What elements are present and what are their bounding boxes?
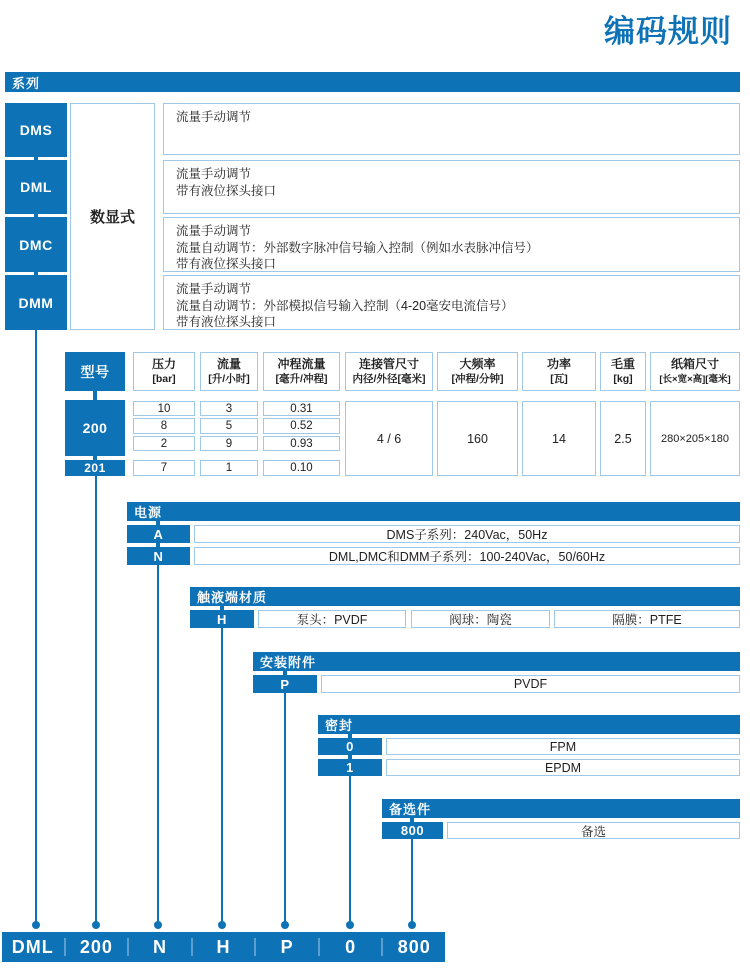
col-header-carton: [650, 352, 740, 391]
spec-cell-flow: 5: [200, 418, 258, 434]
code-bar-segment-seal: 0: [345, 936, 357, 957]
material-item-pump-head: 泵头：PVDF: [258, 610, 406, 628]
series-code-dmm: DMM: [5, 275, 67, 330]
material-item-diaphragm: 隔膜：PTFE: [554, 610, 740, 628]
code-bar-segment-material: H: [216, 936, 231, 957]
col-header-unit: 内径/外径[毫米]: [352, 372, 426, 385]
col-header-name: 流量: [216, 356, 241, 371]
col-header-weight: [600, 352, 646, 391]
mounting-section-header-label: 安装附件: [260, 655, 317, 670]
col-header-frequency: [437, 352, 518, 391]
connector-dot-mounting: [281, 921, 289, 929]
col-header-name: 大频率: [459, 356, 496, 371]
seal-code-0: 0: [318, 738, 382, 755]
col-header-unit: [冲程/分钟]: [451, 372, 504, 385]
material-code-h: H: [190, 610, 254, 628]
seal-desc-1: EPDM: [386, 759, 740, 776]
model-code-201: 201: [65, 460, 125, 476]
spec-cell-pressure: 7: [133, 460, 195, 476]
desc-line: 带有液位探头接口: [176, 315, 277, 329]
seal-section-header-label: 密封: [325, 718, 354, 733]
desc-line: 带有液位探头接口: [176, 257, 277, 271]
shared-cell-carton: 280×205×180: [650, 401, 740, 476]
seal-code-1: 1: [318, 759, 382, 776]
desc-line: 流量自动调节：外部数字脉冲信号输入控制（例如水表脉冲信号）: [176, 240, 539, 255]
shared-cell-power: 14: [522, 401, 596, 476]
col-header-name: 连接管尺寸: [358, 356, 419, 371]
spec-cell-flow: 3: [200, 401, 258, 416]
spec-cell-pressure: 10: [133, 401, 195, 416]
connector-dot-model: [92, 921, 100, 929]
desc-line: 流量手动调节: [176, 282, 252, 296]
connector-line-series: [35, 330, 37, 922]
option-section-header: [382, 799, 740, 818]
col-header-unit: [瓦]: [550, 372, 568, 385]
seal-desc-0: FPM: [386, 738, 740, 755]
model-code-200: 200: [65, 400, 125, 456]
connector-line-seal: [349, 776, 351, 922]
series-desc-dml: [163, 160, 740, 214]
code-bar-segment-model: 200: [79, 936, 113, 957]
shared-cell-pipe: 4 / 6: [345, 401, 433, 476]
connector-dot-seal: [346, 921, 354, 929]
power-desc-a: DMS子系列：240Vac，50Hz: [194, 525, 740, 543]
material-section-header-label: 触液端材质: [197, 590, 268, 605]
series-code-dml: DML: [5, 160, 67, 214]
col-header-name: 纸箱尺寸: [670, 356, 719, 371]
series-desc-dmc: [163, 217, 740, 272]
code-bar-segment-series: DML: [11, 936, 54, 957]
connector-line-option: [411, 839, 413, 922]
col-header-flow: [200, 352, 258, 391]
mounting-section-header: [253, 652, 740, 671]
series-code-dms: DMS: [5, 103, 67, 157]
col-header-stroke: [263, 352, 340, 391]
desc-line: 带有液位探头接口: [176, 183, 277, 198]
seal-section-header: [318, 715, 740, 734]
connector-line-material: [221, 628, 223, 922]
power-section-header-label: 电源: [134, 505, 163, 520]
spec-cell-flow: 1: [200, 460, 258, 476]
desc-line: 流量自动调节：外部模拟信号输入控制（4-20毫安电流信号）: [176, 298, 514, 313]
connector-line-mounting: [284, 693, 286, 922]
spec-cell-flow: 9: [200, 436, 258, 451]
col-header-name: 毛重: [610, 356, 635, 371]
col-header-name: 压力: [151, 356, 176, 371]
option-section-header-label: 备选件: [389, 802, 432, 817]
connector-dot-option: [408, 921, 416, 929]
series-desc-dms: [163, 103, 740, 155]
power-section-header: [127, 502, 740, 521]
power-desc-n: DML,DMC和DMM子系列：100-240Vac，50/60Hz: [194, 547, 740, 565]
shared-cell-frequency: 160: [437, 401, 518, 476]
spec-cell-pressure: 8: [133, 418, 195, 434]
spec-cell-pressure: 2: [133, 436, 195, 451]
connector-dot-material: [218, 921, 226, 929]
shared-cell-weight: 2.5: [600, 401, 646, 476]
series-section-header-label: 系列: [12, 75, 41, 91]
spec-cell-stroke: 0.31: [263, 401, 340, 416]
spec-cell-stroke: 0.52: [263, 418, 340, 434]
code-bar-segment-option: 800: [397, 936, 431, 957]
material-section-header: [190, 587, 740, 606]
material-item-valve-ball: 阀球：陶瓷: [411, 610, 550, 628]
col-header-power: [522, 352, 596, 391]
mounting-desc: PVDF: [321, 675, 740, 693]
spec-cell-stroke: 0.93: [263, 436, 340, 451]
col-header-unit: [长×宽×高][毫米]: [659, 373, 731, 385]
col-header-unit: [毫升/冲程]: [275, 372, 328, 385]
connector-line-model: [95, 476, 97, 922]
desc-line: 流量手动调节: [176, 167, 252, 181]
col-header-pipe: [345, 352, 433, 391]
col-header-pressure: [133, 352, 195, 391]
series-type-label: 数显式: [70, 103, 155, 330]
power-code-n: N: [127, 547, 190, 565]
code-bar-segment-power: N: [152, 936, 167, 957]
col-header-unit: [kg]: [613, 372, 633, 385]
connector-dot-power: [154, 921, 162, 929]
series-code-dmc: DMC: [5, 217, 67, 272]
series-section-header: [5, 72, 740, 92]
connector-dot-series: [32, 921, 40, 929]
power-code-a: A: [127, 525, 190, 543]
model-table-corner: 型号: [65, 352, 125, 391]
col-header-name: 功率: [546, 356, 571, 371]
spec-cell-stroke: 0.10: [263, 460, 340, 476]
desc-line: 流量手动调节: [176, 110, 252, 124]
page-title: 编码规则: [604, 14, 732, 49]
connector-line-power: [157, 565, 159, 922]
desc-line: 流量手动调节: [176, 224, 252, 238]
option-desc: 备选: [447, 822, 740, 839]
example-code-bar: [2, 932, 445, 962]
col-header-name: 冲程流量: [277, 356, 326, 371]
col-header-unit: [bar]: [152, 372, 176, 385]
col-header-unit: [升/小时]: [208, 372, 250, 385]
code-bar-segment-mounting: P: [280, 936, 294, 957]
series-desc-dmm: [163, 275, 740, 330]
option-code-800: 800: [382, 822, 443, 839]
mounting-code-p: P: [253, 675, 317, 693]
